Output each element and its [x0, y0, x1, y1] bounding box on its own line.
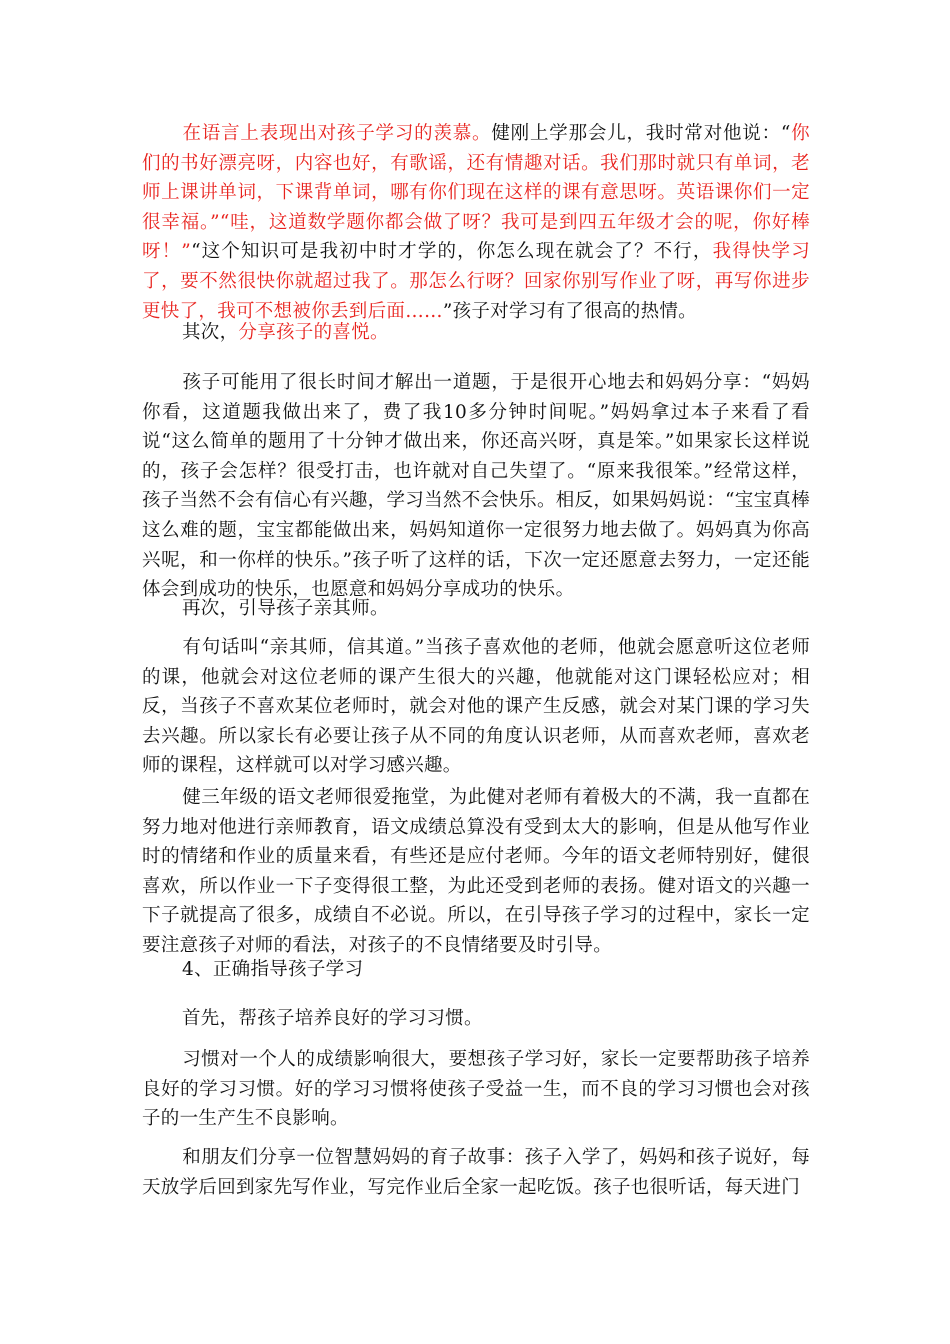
text-run: 健刚上学那会儿，我时常对他说：“ [491, 123, 791, 144]
paragraph-story [142, 1143, 810, 1202]
paragraph-teacher [142, 633, 810, 781]
text-run: 健三年级的语文老师很爱拖堂，为此健对老师有着极大的不满，我一直都在努力地对他进行亲师教育，语文成绩总算没有受到太大的影响，但是从他写作业时的情绪和作业的质量来看，有些还是应付老师。今年的语文老师特别好，健很喜欢，所以作业一下子变得很工整，为此还受到老师的表扬。健对语文的兴趣一下子就提高了很多，成绩自不必说。所以，在引导孩子学习的过程中，家长一定要注意孩子对师的看法，对孩子的不良情绪要及时引导。 [142, 787, 810, 956]
text-run: ”孩子对学习有了很高的热情。 [442, 300, 697, 322]
text-run: “这个知识可是我初中时才学的，你怎么现在就会了？不行， [191, 241, 713, 263]
highlighted-text-run: 在语言上表现出对孩子学习的羡慕。 [182, 123, 492, 144]
text-run: 首先，帮孩子培养良好的学习习惯。 [182, 1008, 483, 1029]
text-run: 其次， [182, 322, 239, 343]
heading-share-joy [142, 318, 810, 348]
paragraph-envy [142, 119, 810, 326]
text-run: 4、正确指导孩子学习 [182, 959, 364, 980]
heading-section-4 [142, 955, 810, 985]
text-run: 和朋友们分享一位智慧妈妈的育子故事：孩子入学了，妈妈和孩子说好，每天放学后回到家先写作业，写完作业后全家一起吃饭。孩子也很听话，每天进门 [142, 1147, 810, 1198]
heading-teacher [142, 594, 810, 624]
paragraph-share-joy [142, 368, 810, 605]
paragraph-example [142, 783, 810, 961]
text-run: 再次，引导孩子亲其师。 [182, 598, 389, 619]
heading-habits [142, 1004, 810, 1034]
text-run: 习惯对一个人的成绩影响很大，要想孩子学习好，家长一定要帮助孩子培养良好的学习习惯。好的学习习惯将使孩子受益一生，而不良的学习习惯也会对孩子的一生产生不良影响。 [142, 1049, 810, 1130]
text-run: 有句话叫“亲其师，信其道。”当孩子喜欢他的老师，他就会愿意听这位老师的课，他就会对这位老师的课产生很大的兴趣，他就能对这门课轻松应对；相反，当孩子不喜欢某位老师时，就会对他的课产生反感，就会对某门课的学习失去兴趣。所以家长有必要让孩子从不同的角度认识老师，从而喜欢老师，喜欢老师的课程，这样就可以对学习感兴趣。 [142, 637, 810, 777]
paragraph-habits [142, 1045, 810, 1134]
highlighted-text-run: 分享孩子的喜悦。 [238, 322, 389, 343]
highlighted-text-run: 你们的书好漂亮呀，内容也好，有歌谣，还有情趣对话。我们那时就只有单词，老师上课讲单词，下课背单词，哪有你们现在这样的课有意思呀。英语课你们一定很幸福。”“哇，这道数学题你都会做了呀？我可是到四五年级才会的呢，你好棒呀！” [142, 123, 810, 263]
text-run: 孩子可能用了很长时间才解出一道题，于是很开心地去和妈妈分享：“妈妈你看，这道题我做出来了，费了我10多分钟时间呢。”妈妈拿过本子来看了看说“这么简单的题用了十分钟才做出来，你还高兴呀，真是笨。”如果家长这样说的，孩子会怎样？很受打击，也许就对自己失望了。“原来我很笨。”经常这样，孩子当然不会有信心有兴趣，学习当然不会快乐。相反，如果妈妈说：“宝宝真棒这么难的题，宝宝都能做出来，妈妈知道你一定很努力地去做了。妈妈真为你高兴呢，和一你样的快乐。”孩子听了这样的话，下次一定还愿意去努力，一定还能体会到成功的快乐，也愿意和妈妈分享成功的快乐。 [142, 372, 810, 601]
highlighted-text-run: 我得快学习了，要不然很快你就超过我了。那怎么行呀？回家你别写作业了呀，再写你进步更快了，我可不想被你丢到后面…… [142, 241, 810, 322]
